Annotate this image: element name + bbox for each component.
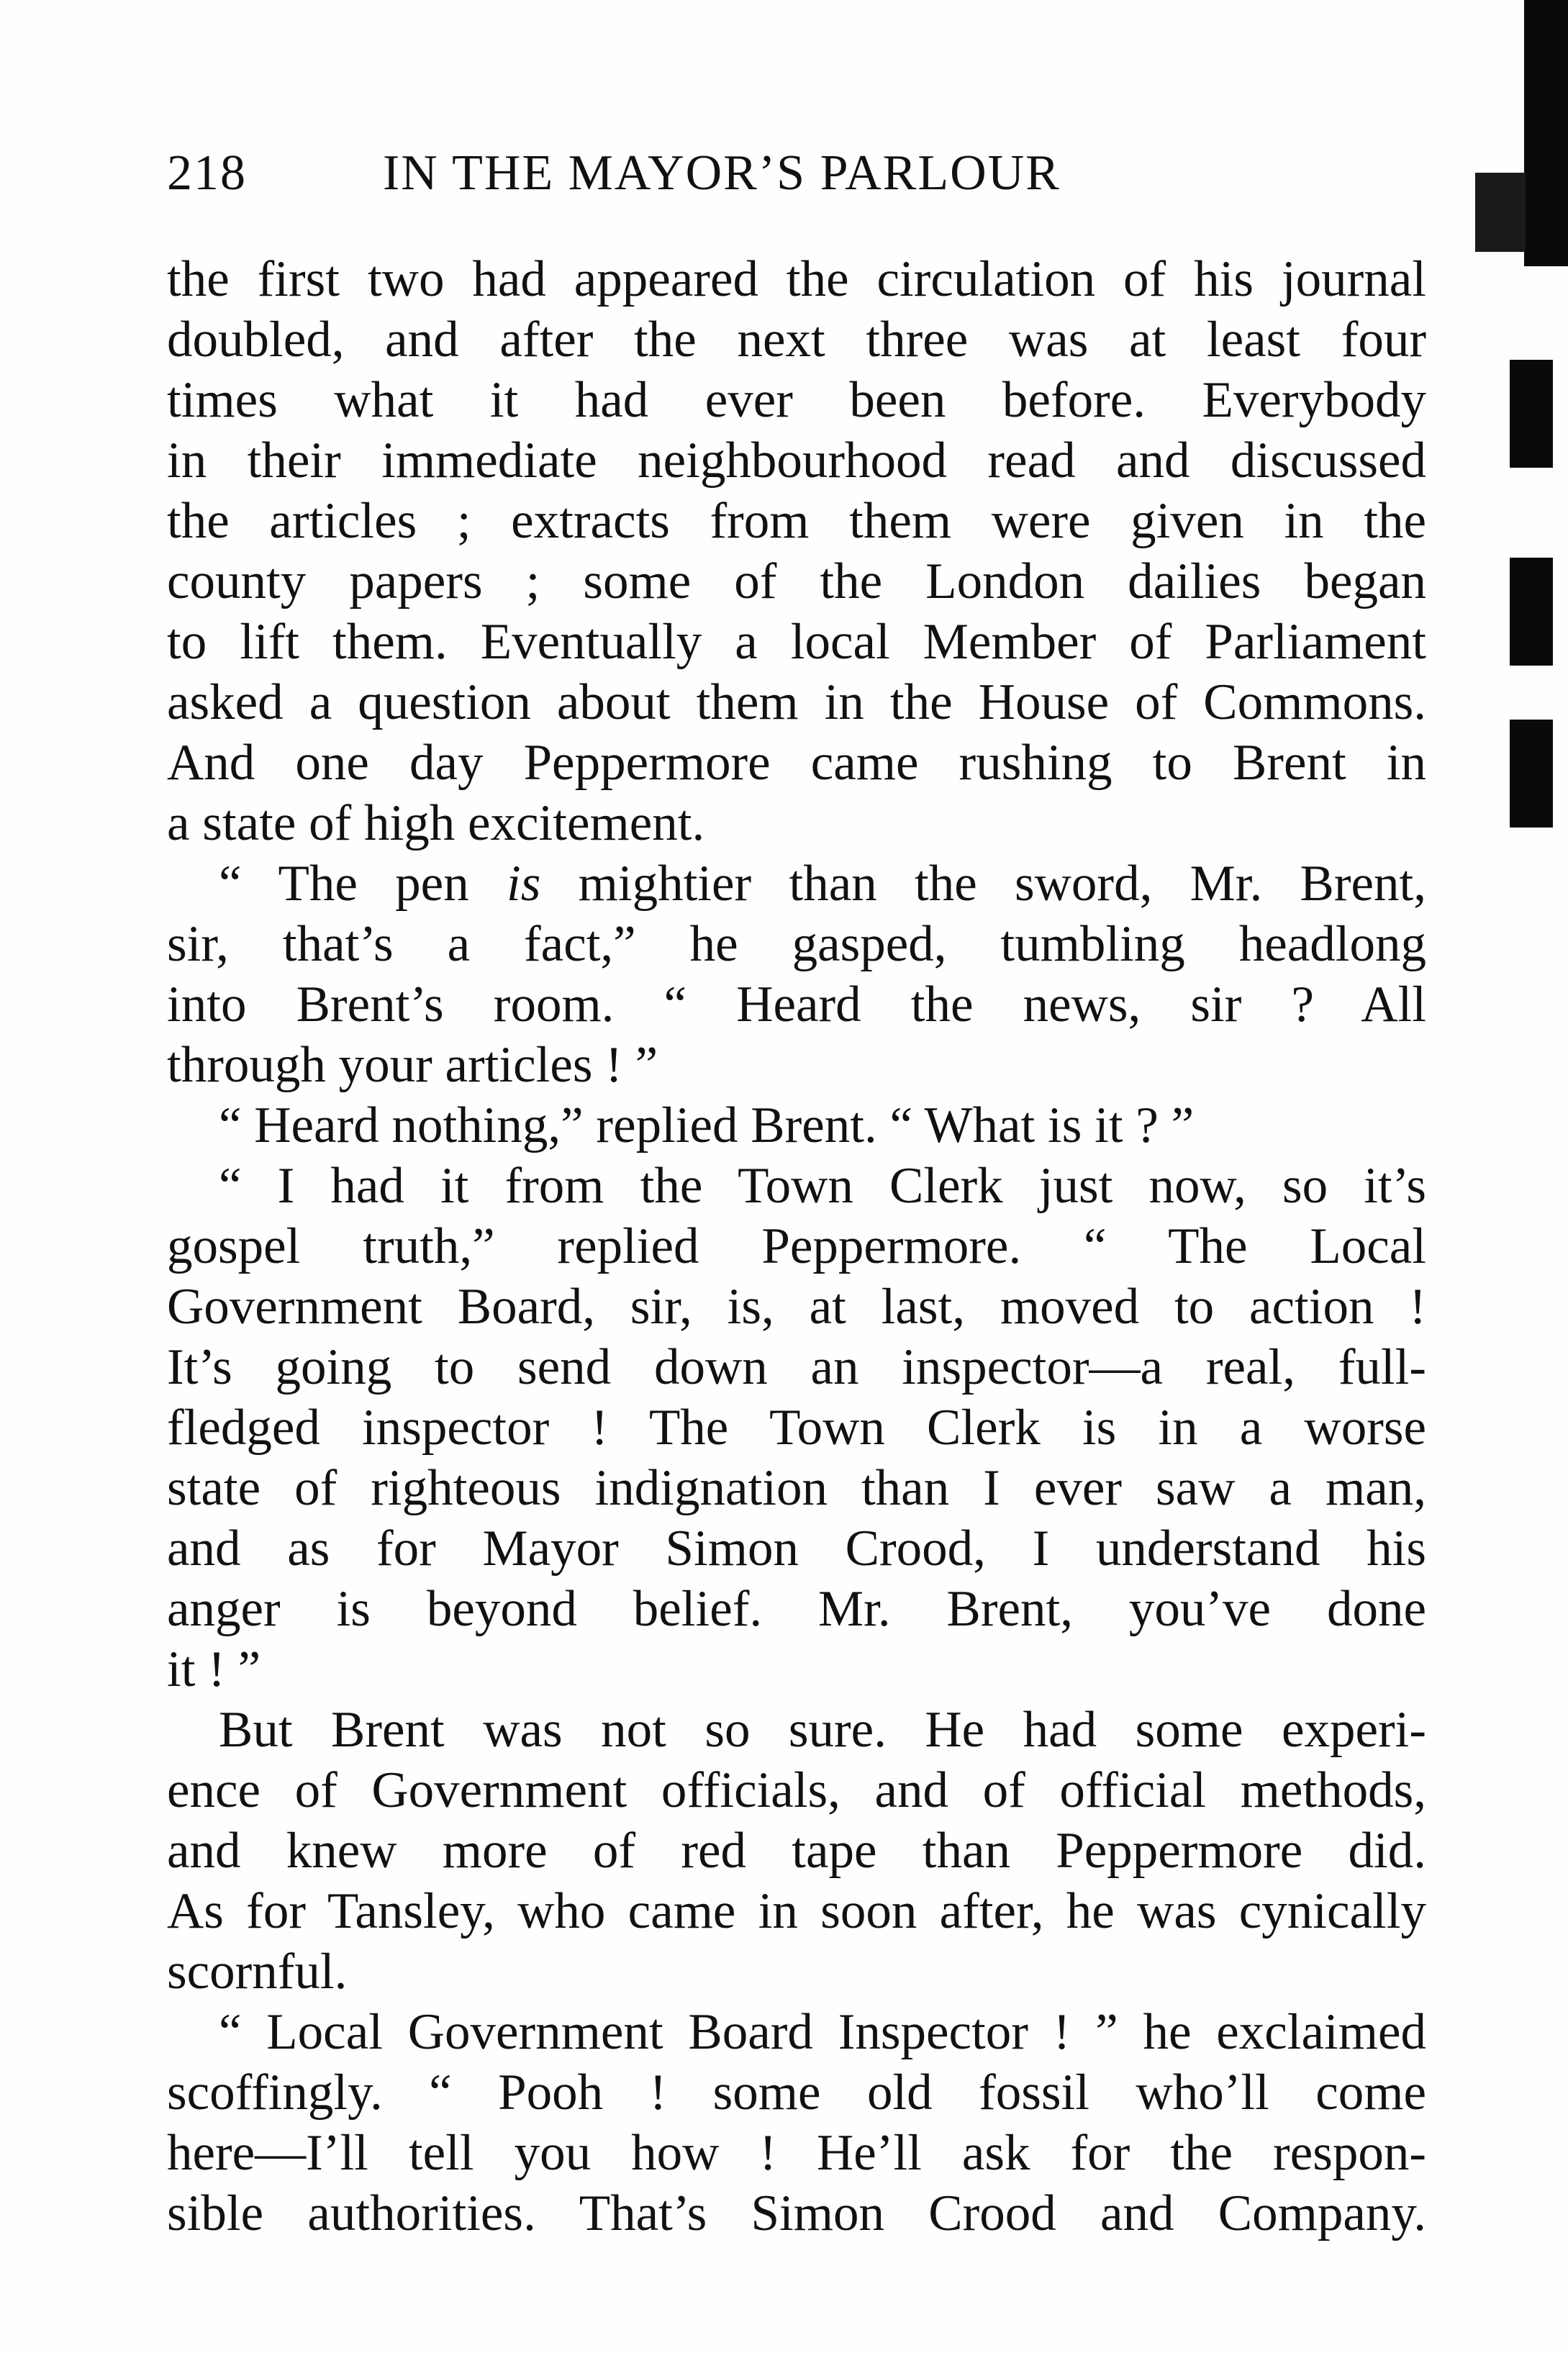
text-line: “ Heard nothing,” replied Brent. “ What is it ? ” <box>219 1097 1195 1153</box>
text-line: and as for Mayor Simon Crood, I understand his <box>167 1520 1426 1577</box>
text-line: through your articles ! ” <box>167 1037 658 1093</box>
text-line: gospel truth,” replied Peppermore. “ The Local <box>167 1218 1426 1274</box>
text-line: And one day Peppermore came rushing to Brent in <box>167 735 1426 791</box>
text-line: in their immediate neighbourhood read and discussed <box>167 432 1426 489</box>
text-line: the first two had appeared the circulation of his journal <box>167 251 1426 307</box>
text-line: times what it had ever been before. Everybody <box>167 372 1426 428</box>
running-title: IN THE MAYOR’S PARLOUR <box>383 145 1061 201</box>
text-line: It’s going to send down an inspector—a real, full- <box>167 1339 1426 1395</box>
text-line: sir, that’s a fact,” he gasped, tumbling headlong <box>167 916 1426 972</box>
text-line: state of righteous indignation than I ever saw a man, <box>167 1460 1426 1516</box>
text-line: But Brent was not so sure. He had some experi- <box>219 1702 1426 1758</box>
text-line: ence of Government officials, and of official methods, <box>167 1762 1426 1818</box>
text-line: “ I had it from the Town Clerk just now, so it’s <box>219 1158 1426 1214</box>
text-line: and knew more of red tape than Peppermore did. <box>167 1823 1426 1879</box>
text-line: “ The pen is mightier than the sword, Mr. Brent, <box>219 856 1426 912</box>
scan-artifact-mid-3 <box>1510 720 1553 828</box>
scan-artifact-top-tail <box>1475 173 1526 252</box>
scan-artifact-mid-2 <box>1510 558 1553 666</box>
text-line: here—I’ll tell you how ! He’ll ask for the respon- <box>167 2125 1426 2181</box>
text-line: scoffingly. “ Pooh ! some old fossil who’ll come <box>167 2064 1426 2121</box>
running-head <box>167 141 1405 206</box>
text-line: “ Local Government Board Inspector ! ” he exclaimed <box>219 2004 1426 2060</box>
text-line: As for Tansley, who came in soon after, he was cynically <box>167 1883 1426 1939</box>
text-line: to lift them. Eventually a local Member of Parliament <box>167 614 1426 670</box>
text-line: doubled, and after the next three was at least four <box>167 312 1426 368</box>
text-line: it ! ” <box>167 1641 261 1697</box>
text-line: sible authorities. That’s Simon Crood and Company. <box>167 2185 1426 2241</box>
text-line: asked a question about them in the House of Commons. <box>167 674 1426 730</box>
text-line: a state of high excitement. <box>167 795 705 851</box>
body-text <box>167 249 1426 2244</box>
text-line: scornful. <box>167 1944 348 2000</box>
text-line: county papers ; some of the London dailies began <box>167 553 1426 609</box>
scan-artifact-top <box>1524 0 1568 266</box>
text-line: anger is beyond belief. Mr. Brent, you’ve done <box>167 1581 1426 1637</box>
text-line: fledged inspector ! The Town Clerk is in a worse <box>167 1400 1426 1456</box>
scan-artifact-mid-1 <box>1510 360 1553 468</box>
text-line: the articles ; extracts from them were given in the <box>167 493 1426 549</box>
text-line: into Brent’s room. “ Heard the news, sir ? All <box>167 976 1426 1033</box>
page-number: 218 <box>167 145 247 201</box>
text-line: Government Board, sir, is, at last, moved to action ! <box>167 1279 1426 1335</box>
